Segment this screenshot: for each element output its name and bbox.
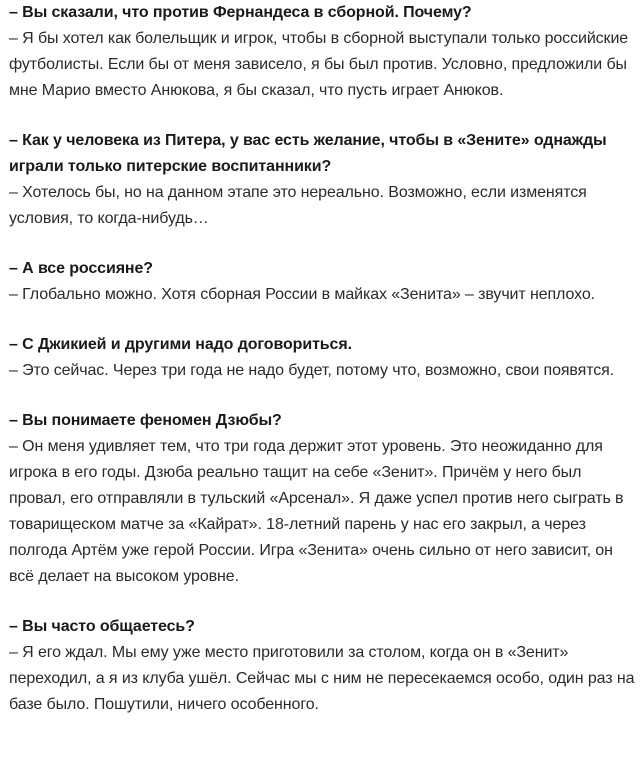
- qa-block-piter: [9, 128, 635, 232]
- qa-block-fernandes: [9, 0, 635, 104]
- qa-block-dzyuba: [9, 408, 635, 590]
- answer-text: – Глобально можно. Хотя сборная России в майках «Зенита» – звучит неплохо.: [9, 286, 595, 303]
- answer-text: – Это сейчас. Через три года не надо будет, потому что, возможно, свои появятся.: [9, 362, 615, 379]
- answer-text: – Он меня удивляет тем, что три года держит этот уровень. Это неожиданно для игрока в его годы. Дзюба реально тащит на себе «Зенит». Причём у него был провал, его отправляли в тульский «Арсенал». Я даже успел против него сыграть в товарищеском матче за «Кайрат». 18-летний парень у нас его закрыл, а через полгода Артём уже герой России. Игра «Зенита» очень сильно от него зависит, он всё делает на высоком уровне.: [9, 438, 624, 585]
- qa-block-dzhikia: [9, 332, 635, 384]
- qa-block-russians: [9, 256, 635, 308]
- question-text: – Вы понимаете феномен Дзюбы?: [9, 412, 282, 429]
- answer-text: – Хотелось бы, но на данном этапе это нереально. Возможно, если изменятся условия, то когда-нибудь…: [9, 184, 587, 227]
- question-text: – С Джикией и другими надо договориться.: [9, 336, 352, 353]
- question-text: – Вы часто общаетесь?: [9, 618, 195, 635]
- question-text: – Как у человека из Питера, у вас есть желание, чтобы в «Зените» однажды играли только питерские воспитанники?: [9, 132, 607, 175]
- answer-text: – Я его ждал. Мы ему уже место приготовили за столом, когда он в «Зенит» переходил, а я из клуба ушёл. Сейчас мы с ним не пересекаемся особо, один раз на базе было. Пошутили, ничего особенного.: [9, 644, 635, 713]
- qa-block-communication: [9, 614, 635, 718]
- answer-text: – Я бы хотел как болельщик и игрок, чтобы в сборной выступали только российские футболисты. Если бы от меня зависело, я бы был против. Условно, предложили бы мне Марио вместо Анюкова, я бы сказал, что пусть играет Анюков.: [9, 30, 629, 99]
- question-text: – А все россияне?: [9, 260, 153, 277]
- question-text: – Вы сказали, что против Фернандеса в сборной. Почему?: [9, 4, 472, 21]
